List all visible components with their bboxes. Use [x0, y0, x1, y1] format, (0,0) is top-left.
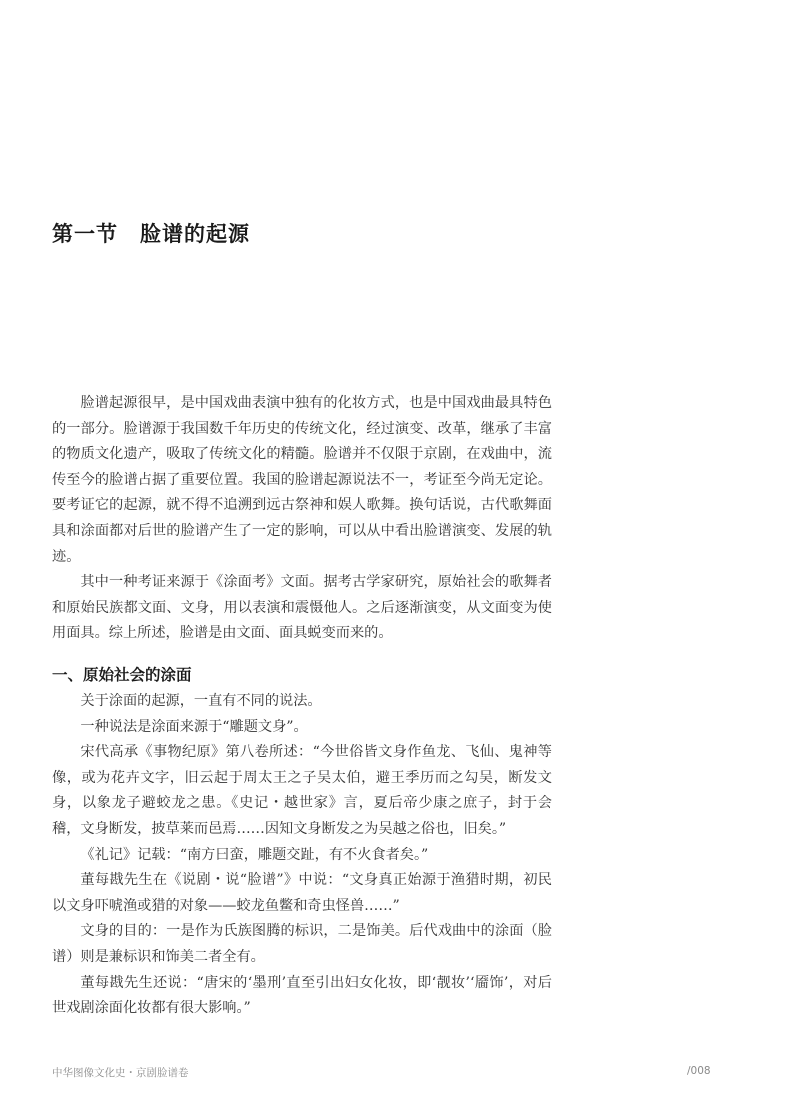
body-paragraph: 董每戡先生在《说剧・说“脸谱”》中说：“文身真正始源于渔猎时期，初民以文身吓唬渔或猎的对象——蛟龙鱼鳖和奇虫怪兽……”	[52, 872, 552, 914]
chapter-name: 脸谱的起源	[140, 222, 250, 246]
chapter-number: 第一节	[52, 222, 118, 246]
chapter-title	[52, 218, 250, 248]
intro-section	[52, 391, 552, 647]
body-paragraph: 董每戡先生还说：“唐宋的‘墨刑’直至引出妇女化妆，即‘靓妆’‘靥饰’，对后世戏剧涂面化妆都有很大影响。”	[52, 974, 552, 1017]
intro-paragraph: 脸谱起源很早，是中国戏曲表演中独有的化妆方式，也是中国戏曲最具特色的一部分。脸谱源于我国数千年历史的传统文化，经过演变、改革，继承了丰富的物质文化遗产，吸取了传统文化的精髓。脸谱并不仅限于京剧，在戏曲中，流传至今的脸谱占据了重要位置。我国的脸谱起源说法不一，考证至今尚无定论。要考证它的起源，就不得不追溯到远古祭神和娱人歌舞。换句话说，古代歌舞面具和涂面都对后世的脸谱产生了一定的影响，可以从中看出脸谱演变、发展的轨迹。	[52, 395, 552, 565]
body-paragraph: 文身的目的：一是作为氏族图腾的标识，二是饰美。后代戏曲中的涂面（脸谱）则是兼标识和饰美二者全有。	[52, 923, 552, 965]
section-primitive-face-painting	[52, 661, 552, 1022]
body-paragraph: 关于涂面的起源，一直有不同的说法。	[80, 693, 322, 709]
body-paragraph: 《礼记》记载：“南方曰蛮，雕题交趾，有不火食者矣。”	[80, 846, 429, 863]
intro-paragraph: 其中一种考证来源于《涂面考》文面。据考古学家研究，原始社会的歌舞者和原始民族都文面、文身，用以表演和震慑他人。之后逐渐演变，从文面变为使用面具。综上所述，脸谱是由文面、面具蜕变而来的。	[52, 574, 552, 642]
body-paragraph: 宋代高承《事物纪原》第八卷所述：“今世俗皆文身作鱼龙、飞仙、鬼神等像，或为花卉文字，旧云起于周太王之子吴太伯，避王季历而之勾吴，断发文身，以象龙子避蛟龙之患。《史记・越世家》言，夏后帝少康之庶子，封于会稽，文身断发，披草莱而邑焉……因知文身断发之为吴越之俗也，旧矣。”	[52, 744, 552, 837]
body-paragraph: 一种说法是涂面来源于“雕题文身”。	[80, 718, 308, 735]
footer-book-title: 中华图像文化史・京剧脸谱卷	[52, 1067, 189, 1079]
section-heading: 一、原始社会的涂面	[52, 666, 192, 684]
footer-page-number: /008	[687, 1065, 711, 1077]
